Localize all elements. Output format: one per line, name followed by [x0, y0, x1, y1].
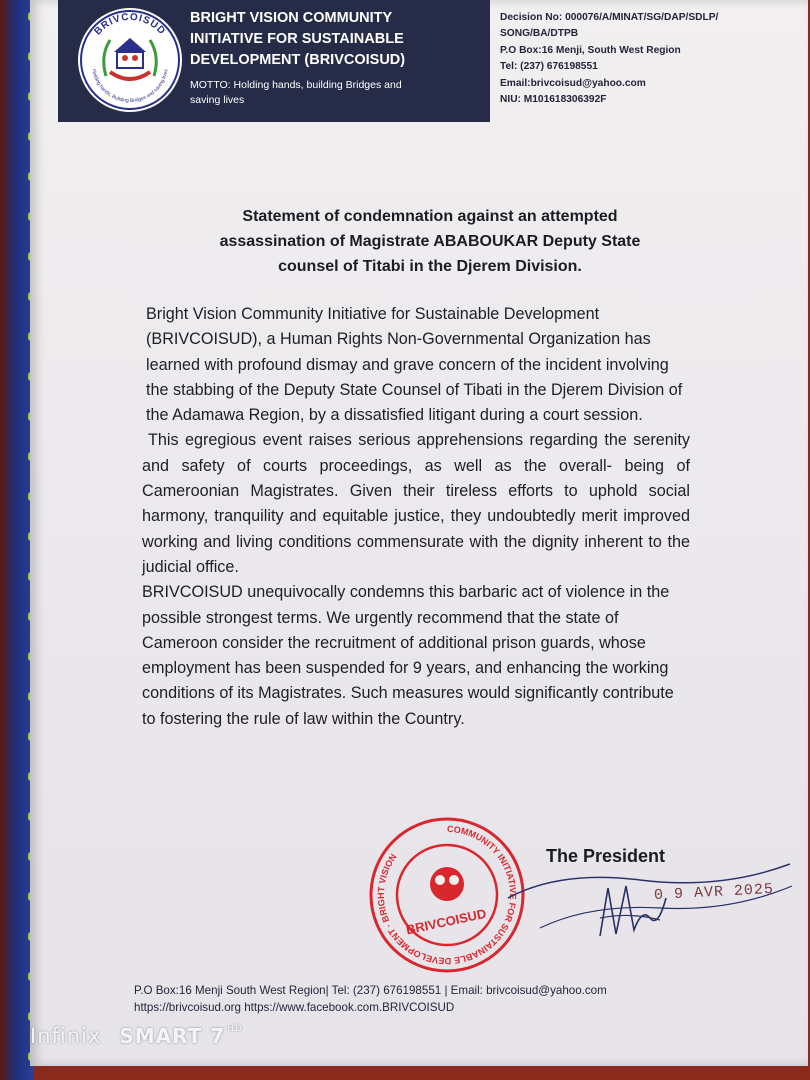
decision-number-cont: SONG/BA/DTPB — [500, 28, 579, 40]
document-page — [30, 0, 808, 1066]
svg-text:COMMUNITY INITIATIVE FOR SUSTA: COMMUNITY INITIATIVE FOR SUSTAINABLE DEVELOPMENT · BRIGHT VISION — [375, 823, 519, 967]
statement-body — [142, 302, 690, 732]
niu-number: NIU: M101618306392F — [500, 94, 607, 106]
letterhead-banner — [58, 0, 490, 122]
handwritten-signature — [500, 858, 800, 948]
statement-title: Statement of condemnation against an attempted assassination of Magistrate ABABOUKAR Deputy State counsel of Titabi in the Djerem Division. — [219, 208, 641, 275]
decision-number: Decision No: 000076/A/MINAT/SG/DAP/SDLP/ — [500, 12, 719, 23]
organization-motto: MOTTO: Holding hands, building Bridges and saving lives — [190, 79, 402, 106]
date-stamp: 0 9 AVR 2025 — [653, 880, 775, 905]
contact-details — [500, 10, 800, 108]
camera-brand: Infinix — [30, 1024, 102, 1048]
paragraph-concern: This egregious event raises serious apprehensions regarding the serenity and safety of courts proceedings, as well as the overall- being of Cameroonian Magistrates. Given their tireless efforts to uphold social harmony, tranquility and equitable justice, they undoubtedly merit improved working and living conditions commensurate with the dignity inherent to the judicial office. — [142, 431, 690, 576]
camera-model: SMART 7 — [119, 1024, 226, 1048]
letter-footer — [134, 982, 734, 1016]
signatory-title: The President — [546, 846, 666, 866]
organization-name: BRIGHT VISION COMMUNITY INITIATIVE FOR SUSTAINABLE DEVELOPMENT (BRIVCOISUD) — [190, 10, 406, 68]
footer-links: https://brivcoisud.org https://www.facebook.com.BRIVCOISUD — [134, 1001, 455, 1014]
organization-logo — [76, 6, 184, 114]
paragraph-intro: Bright Vision Community Initiative for Sustainable Development (BRIVCOISUD), a Human Rights Non-Governmental Organization has learned with profound dismay and grave concern of the incident involving the stabbing of the Deputy State Counsel of Tibati in the Djerem Division of the Adamawa Region, by a dissatisfied litigant during a court session. — [146, 305, 683, 425]
paragraph-condemnation: BRIVCOISUD unequivocally condemns this barbaric act of violence in the possible strongest terms. We urgently recommend that the state of Cameroon consider the recruitment of additional prison guards, whose employment has been suspended for 9 years, and enhancing the working conditions of its Magistrates. Such measures would significantly contribute to fostering the rule of law within the Country. — [142, 583, 674, 728]
telephone: Tel: (237) 676198551 — [500, 61, 598, 73]
svg-text:BRIVCOISUD: BRIVCOISUD — [404, 905, 488, 938]
footer-contact: P.O Box:16 Menji South West Region| Tel: (237) 676198551 | Email: brivcoisud@yahoo.com — [134, 984, 607, 997]
po-box: P.O Box:16 Menji, South West Region — [500, 44, 681, 56]
svg-text:Holding hands, Building Bridge: Holding hands, Building Bridges and saving lives — [90, 68, 170, 105]
camera-hd-badge: HD — [227, 1024, 243, 1034]
camera-watermark — [30, 1024, 243, 1048]
email: Email:brivcoisud@yahoo.com — [500, 77, 646, 89]
svg-text:BRIVCOISUD: BRIVCOISUD — [92, 11, 168, 38]
